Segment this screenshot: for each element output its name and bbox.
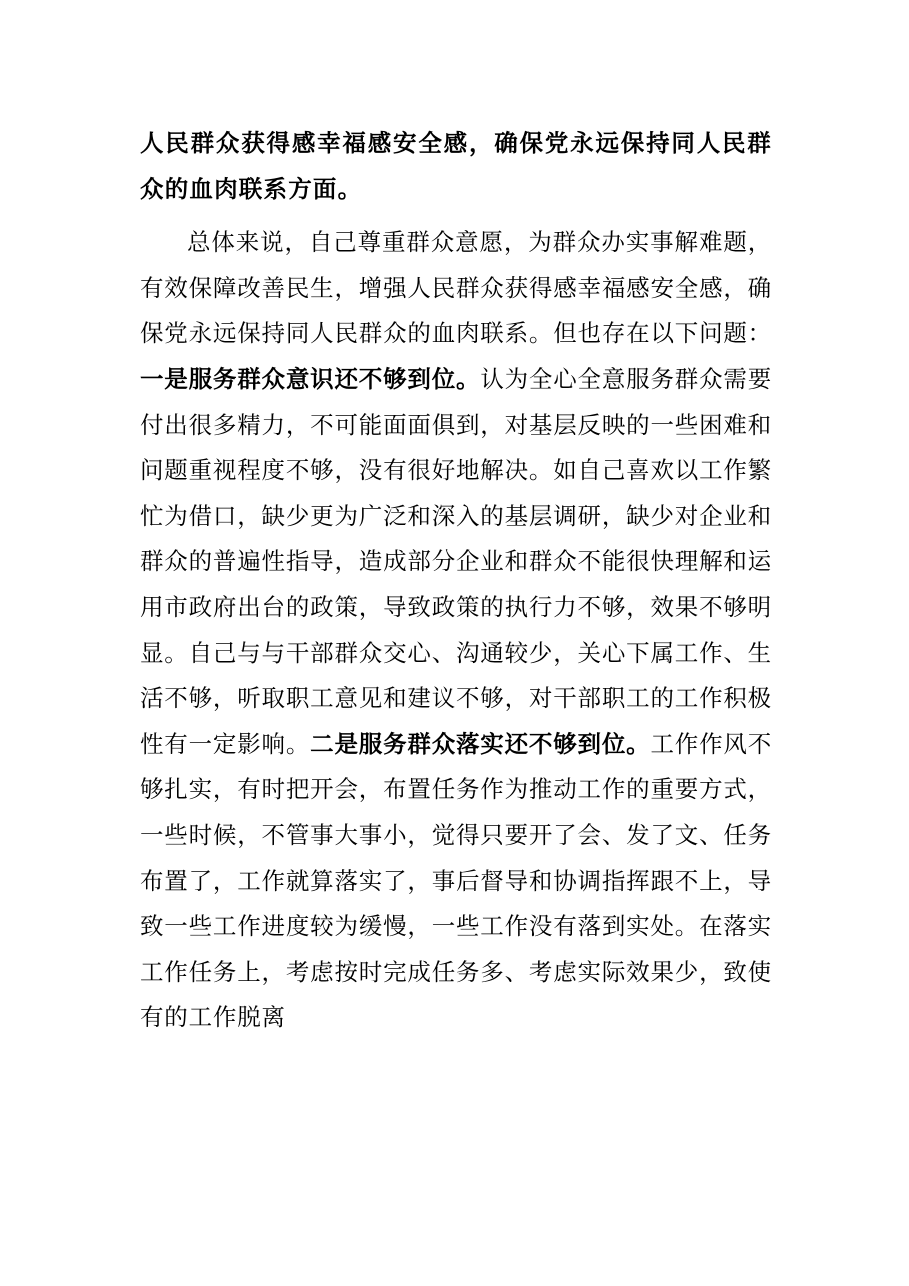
document-body: [140, 121, 772, 1041]
point1-text: 认为全心全意服务群众需要付出很多精力，不可能面面俱到，对基层反映的一些困难和问题重视程度不够，没有很好地解决。如自己喜欢以工作繁忙为借口，缺少更为广泛和深入的基层调研，缺少对企业和群众的普遍性指导，造成部分企业和群众不能很快理解和运用市政府出台的政策，导致政策的执行力不够，效果不够明显。自己与与干部群众交心、沟通较少，关心下属工作、生活不够，听取职工意见和建议不够，对干部职工的工作积极性有一定影响。: [140, 364, 772, 758]
section-heading: 人民群众获得感幸福感安全感，确保党永远保持同人民群众的血肉联系方面。: [140, 129, 772, 203]
point1-title: 一是服务群众意识还不够到位。: [140, 364, 481, 393]
intro-text: 总体来说，自己尊重群众意愿，为群众办实事解难题，有效保障改善民生，增强人民群众获得感幸福感安全感，确保党永远保持同人民群众的血肉联系。但也存在以下问题：: [140, 228, 772, 348]
point2-text: 工作作风不够扎实，有时把开会，布置任务作为推动工作的重要方式，一些时候，不管事大事小，觉得只要开了会、发了文、任务布置了，工作就算落实了，事后督导和协调指挥跟不上，导致一些工作进度较为缓慢，一些工作没有落到实处。在落实工作任务上，考虑按时完成任务多、考虑实际效果少，致使有的工作脱离: [140, 729, 772, 1032]
body-paragraph: [140, 220, 772, 1041]
point2-title: 二是服务群众落实还不够到位。: [310, 729, 651, 758]
